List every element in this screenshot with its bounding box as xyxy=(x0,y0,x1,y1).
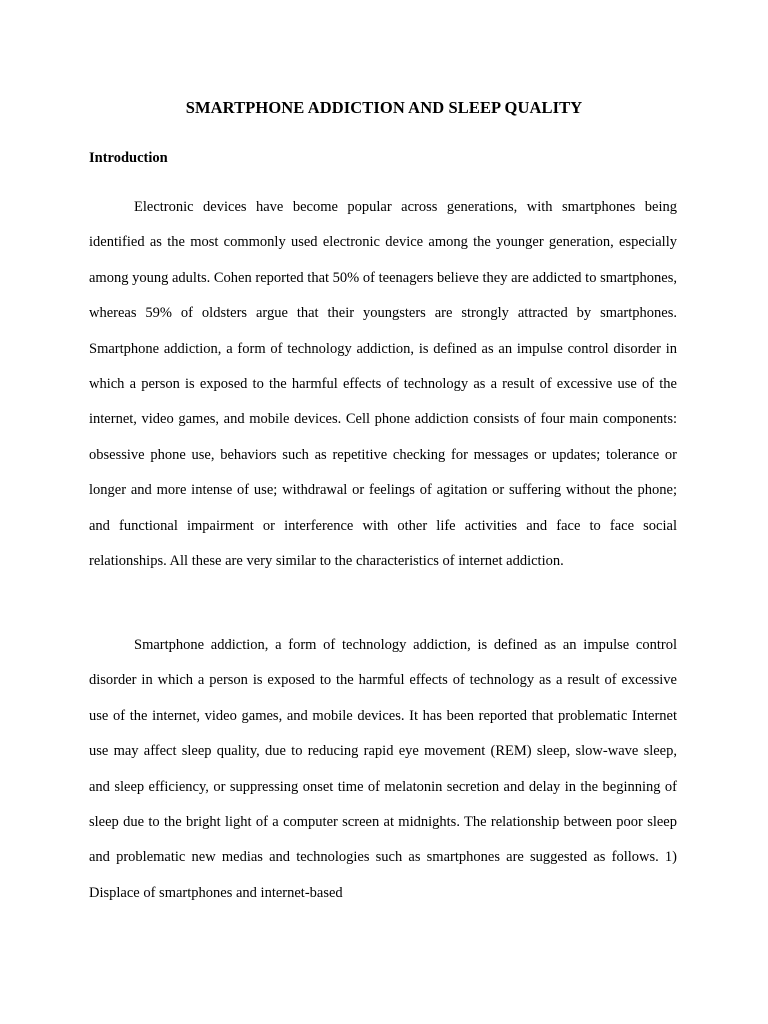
document-title: SMARTPHONE ADDICTION AND SLEEP QUALITY xyxy=(185,98,583,117)
paragraph: Smartphone addiction, a form of technology addiction, is defined as an impulse control disorder in which a person is exposed to the harmful effects of technology as a result of excessive use of the internet, video games, and mobile devices. It has been reported that problematic Internet use may affect sleep quality, due to reducing rapid eye movement (REM) sleep, slow-wave sleep, and sleep efficiency, or suppressing onset time of melatonin secretion and delay in the beginning of sleep due to the bright light of a computer screen at midnights. The relationship between poor sleep and problematic new medias and technologies such as smartphones are suggested as follows. 1) Displace of smartphones and internet-based xyxy=(89,637,677,901)
paragraph: Electronic devices have become popular across generations, with smartphones being identified as the most commonly used electronic device among the younger generation, especially among young adults. Cohen reported that 50% of teenagers believe they are addicted to smartphones, whereas 59% of oldsters argue that their youngsters are strongly attracted by smartphones. Smartphone addiction, a form of technology addiction, is defined as an impulse control disorder in which a person is exposed to the harmful effects of technology as a result of excessive use of the internet, video games, and mobile devices. Cell phone addiction consists of four main components: obsessive phone use, behaviors such as repetitive checking for messages or updates; tolerance or longer and more intense of use; withdrawal or feelings of agitation or suffering without the phone; and functional impairment or interference with other life activities and face to face social relationships. All these are very similar to the characteristics of internet addiction. xyxy=(89,199,677,570)
section-heading: Introduction xyxy=(89,150,168,166)
